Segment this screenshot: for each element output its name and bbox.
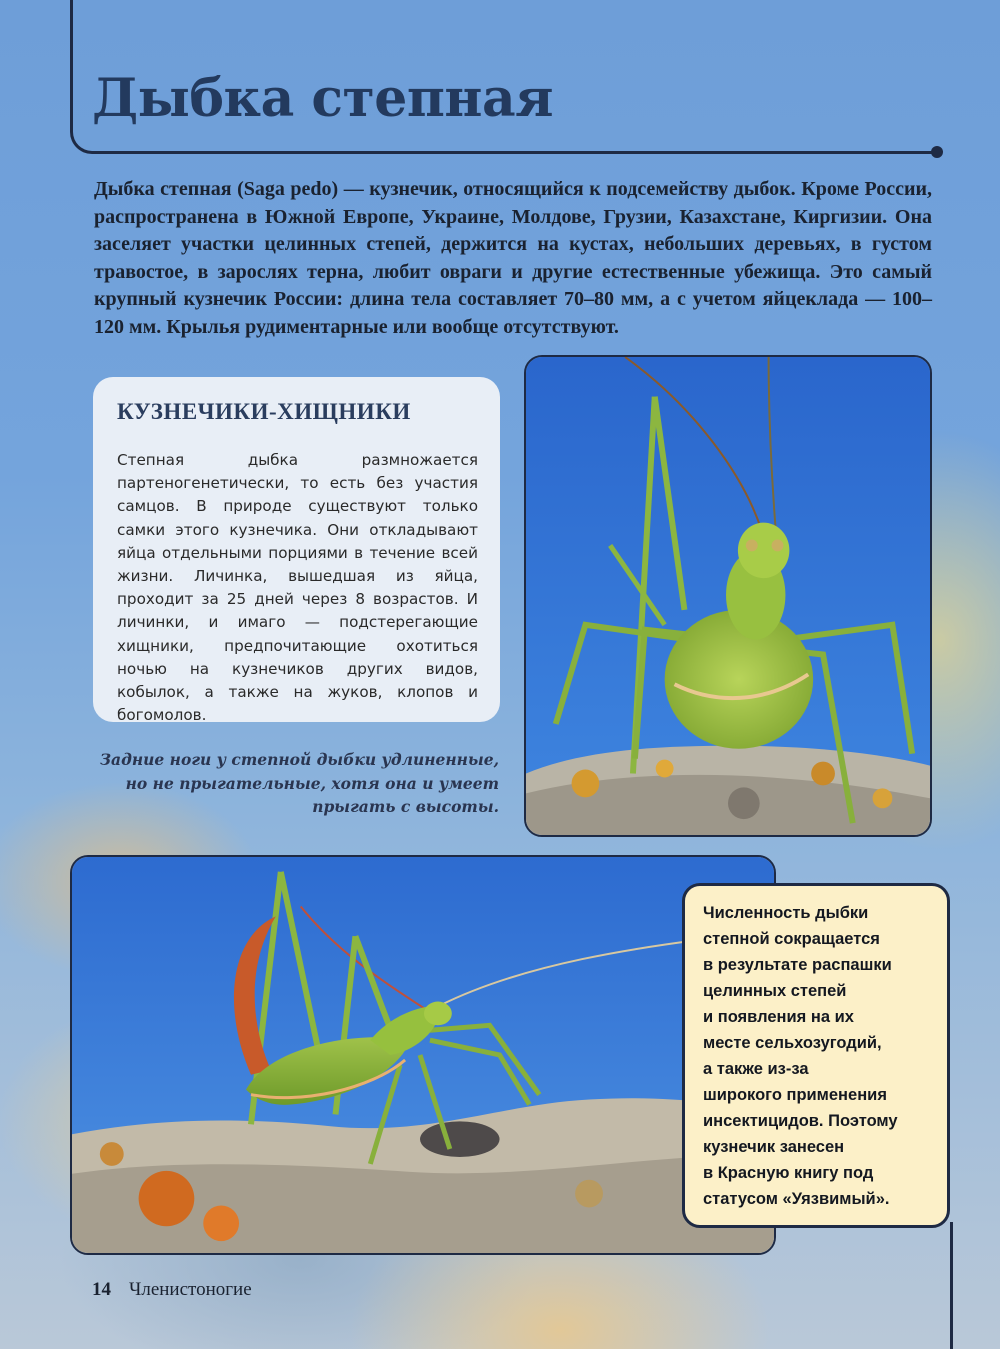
photo-insect-front xyxy=(524,355,932,837)
frame-title-corner xyxy=(70,126,96,154)
intro-paragraph: Дыбка степная (Saga pedo) — кузнечик, относящийся к подсемейству дыбок. Кроме России, распространена в Южной Европе, Украине, Молдове, Грузии, Казахстане, Киргизии. Она заселяет участки целинных степей, держится на кустах, небольших деревьях, в густом травостое, в зарослях терна, любит овраги и другие естественные убежища. Это самый крупный кузнечик России: длина тела составляет 70–80 мм, а с учетом яйцеклада — 100–120 мм. Крылья рудиментарные или вообще отсутствуют. xyxy=(94,178,932,338)
info-box-text: Степная дыбка размножается партеногенетически, то есть без участия самцов. В природе существуют только самки этого кузнечика. Они откладывают яйца отдельными порциями в течение всей жизни. Личинка, вышедшая из яйца, проходит за 25 дней через 8 возрастов. И личинки, и имаго — подстерегающие хищники, предпочитающие охотиться ночью на кузнечиков других видов, кобылок, а также на жуков, клопов и богомолов. xyxy=(117,451,478,725)
photo-caption: Задние ноги у степной дыбки удлиненные, но не прыгательные, хотя она и умеет прыгать с высоты. xyxy=(99,750,499,816)
frame-top-left-vertical xyxy=(70,0,73,132)
page-number: 14 xyxy=(92,1279,111,1300)
page-title: Дыбка степная xyxy=(92,68,554,129)
info-box xyxy=(93,377,500,725)
insect-front-illustration xyxy=(526,357,930,835)
frame-right-vertical xyxy=(950,1222,953,1349)
photo-insect-side xyxy=(70,855,776,1255)
info-box-heading: КУЗНЕЧИКИ-ХИЩНИКИ xyxy=(117,399,411,424)
conservation-note xyxy=(682,883,950,1228)
insect-side-illustration xyxy=(72,857,774,1253)
frame-title-end-dot xyxy=(931,146,943,158)
page-footer xyxy=(92,1279,252,1301)
section-title: Членистоногие xyxy=(129,1279,252,1300)
conservation-note-text: Численность дыбки степной сокращается в результате распашки целинных степей и появления на их месте сельхозугодий, а также из-за широкого применения инсектицидов. Поэтому кузнечик занесен в Красную книгу под статусом «Уязвимый». xyxy=(703,904,898,1208)
frame-title-underline xyxy=(92,151,938,154)
